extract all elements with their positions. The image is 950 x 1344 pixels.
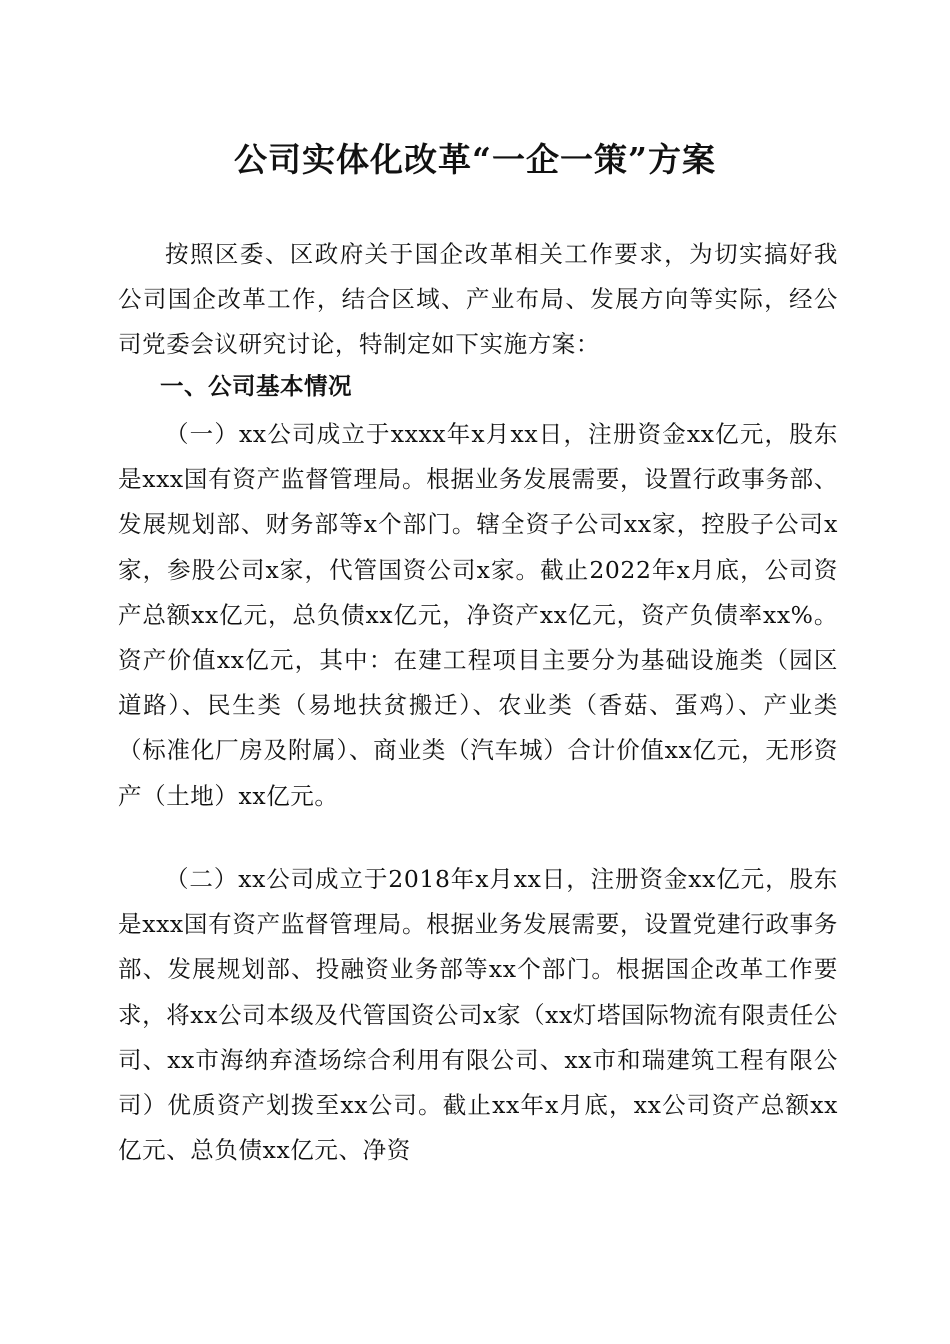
- paragraph-company-two: （二）xx公司成立于2018年x月xx日，注册资金xx亿元，股东是xxx国有资产监督管理局。根据业务发展需要，设置党建行政事务部、发展规划部、投融资业务部等xx个部门。根据国企改革工作要求，将xx公司本级及代管国资公司x家（xx灯塔国际物流有限责任公司、xx市海纳弃渣场综合利用有限公司、xx市和瑞建筑工程有限公司）优质资产划拨至xx公司。截止xx年x月底，xx公司资产总额xx亿元、总负债xx亿元、净资: [118, 865, 838, 1165]
- page-title: 公司实体化改革“一企一策”方案: [234, 140, 716, 179]
- intro-paragraph: 按照区委、区政府关于国企改革相关工作要求，为切实搞好我公司国企改革工作，结合区域、产业布局、发展方向等实际，经公司党委会议研究讨论，特制定如下实施方案：: [118, 240, 838, 359]
- section-heading-basic-info: 一、公司基本情况: [160, 372, 352, 400]
- paragraph-company-one: （一）xx公司成立于xxxx年x月xx日，注册资金xx亿元，股东是xxx国有资产监督管理局。根据业务发展需要，设置行政事务部、发展规划部、财务部等x个部门。辖全资子公司xx家，控股子公司x家，参股公司x家，代管国资公司x家。截止2022年x月底，公司资产总额xx亿元，总负债xx亿元，净资产xx亿元，资产负债率xx%。资产价值xx亿元，其中：在建工程项目主要分为基础设施类（园区道路）、民生类（易地扶贫搬迁）、农业类（香菇、蛋鸡）、产业类（标准化厂房及附属）、商业类（汽车城）合计价值xx亿元，无形资产（土地）xx亿元。: [118, 420, 838, 810]
